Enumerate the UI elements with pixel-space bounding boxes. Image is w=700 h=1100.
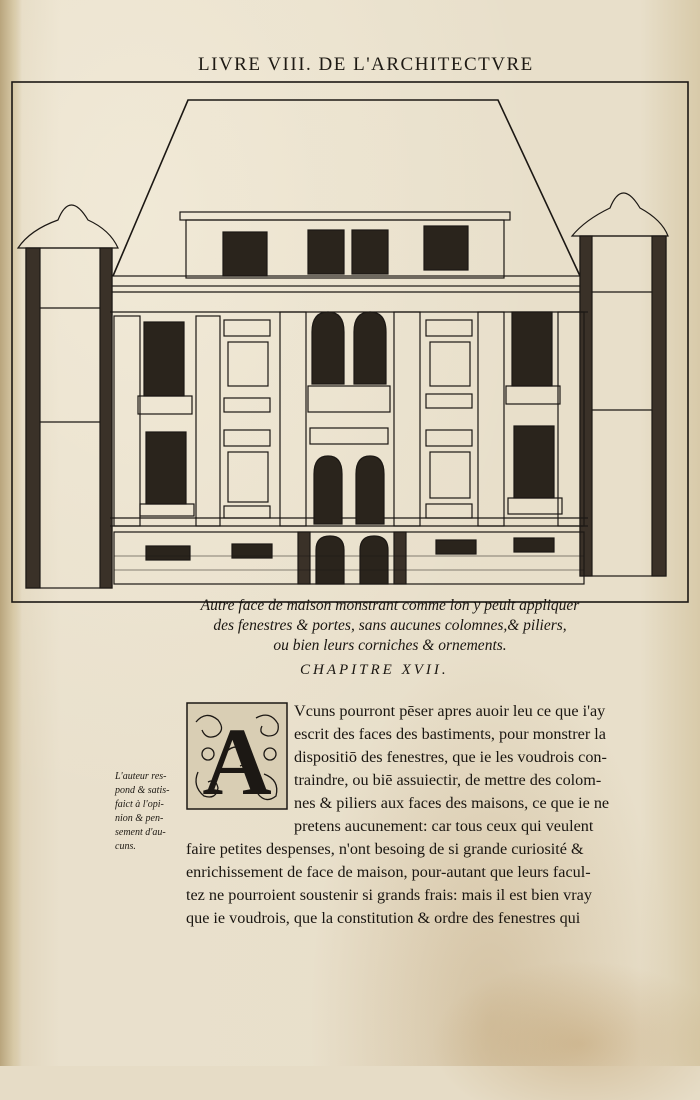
body-line: enrichissement de face de maison, pour-autant que leurs facul- bbox=[186, 863, 591, 881]
body-line: traindre, ou biē assuiectir, de mettre des colom- bbox=[294, 771, 602, 789]
chapter-heading: CHAPITRE XVII. bbox=[300, 662, 449, 678]
caption-line: des fenestres & portes, sans aucunes colomnes,& piliers, bbox=[213, 617, 567, 634]
caption-line: Autre face de maison monstrant comme lon y peult appliquer bbox=[200, 597, 580, 614]
marginal-note bbox=[115, 770, 185, 854]
body-line: pretens aucunement: car tous ceux qui veulent bbox=[294, 817, 594, 835]
facade-engraving bbox=[10, 80, 690, 604]
body-paragraph bbox=[186, 700, 638, 930]
initial-letter: A bbox=[202, 708, 272, 810]
marginal-line: nion & pen- bbox=[115, 813, 164, 824]
marginal-line: cuns. bbox=[115, 841, 136, 852]
body-line: tez ne pourroient soustenir si grands frais: mais il est bien vray bbox=[186, 886, 592, 904]
marginal-line: sement d'au- bbox=[115, 827, 166, 838]
marginal-line: faict à l'opi- bbox=[115, 799, 164, 810]
body-line: Vcuns pourront pēser apres auoir leu ce que i'ay bbox=[294, 702, 606, 720]
body-line: nes & piliers aux faces des maisons, ce que ie ne bbox=[294, 794, 610, 812]
caption-line: ou bien leurs corniches & ornements. bbox=[273, 637, 507, 654]
marginal-line: pond & satis- bbox=[115, 785, 170, 796]
running-head: LIVRE VIII. DE L'ARCHITECTVRE bbox=[198, 54, 534, 75]
water-stain bbox=[430, 960, 700, 1100]
body-line: escrit des faces des bastiments, pour monstrer la bbox=[294, 725, 606, 743]
marginal-line: L'auteur res- bbox=[115, 771, 167, 782]
figure-caption bbox=[150, 596, 630, 656]
body-line: dispositiō des fenestres, que ie les voudrois con- bbox=[294, 748, 607, 766]
body-line: faire petites despenses, n'ont besoing de si grande curiosité & bbox=[186, 840, 584, 858]
body-line: que ie voudrois, que la constitution & ordre des fenestres qui bbox=[186, 909, 581, 927]
